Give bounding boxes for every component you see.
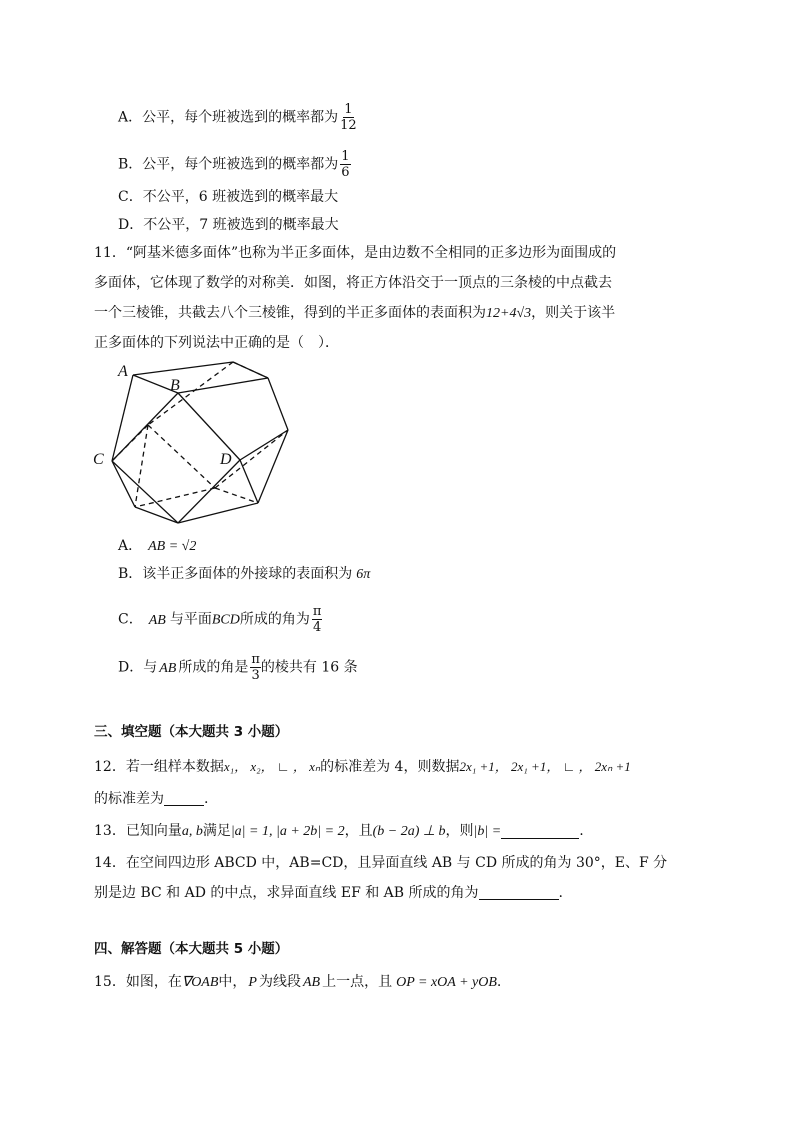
- q10-option-b: B．公平，每个班被选到的概率都为 $\frac{1}{6}$: [118, 149, 350, 180]
- q13-line: 13．已知向量a, b满足|a| = 1, |a + 2b| = 2，且(b − 2a) ⊥ b，则|b| = .: [94, 823, 584, 839]
- polyhedron-figure: [90, 355, 300, 530]
- q11-option-b: B．该半正多面体的外接球的表面积为 6π: [118, 566, 371, 582]
- q10-option-a: A．公平，每个班被选到的概率都为 $\frac{1}{12}$: [118, 102, 357, 133]
- section-4-heading: 四、解答题（本大题共 5 小题）: [94, 941, 289, 957]
- q11-line1: 11．“阿基米德多面体”也称为半正多面体，是由边数不全相同的正多边形为面围成的: [94, 245, 617, 261]
- q14-line2: 别是边 BC 和 AD 的中点，求异面直线 EF 和 AB 所成的角为 .: [94, 885, 563, 901]
- q15-line: 15．如图，在∇OAB中， P 为线段 AB 上一点，且 OP = xOA + yOB.: [94, 974, 502, 990]
- label-c: C: [93, 451, 104, 468]
- answer-blank[interactable]: [479, 899, 559, 900]
- q14-line1: 14．在空间四边形 ABCD 中，AB=CD，且异面直线 AB 与 CD 所成的角为 30°，E、F 分: [94, 855, 668, 871]
- fraction: $\frac{1}{6}$: [341, 149, 350, 180]
- q11-line2: 多面体，它体现了数学的对称美．如图，将正方体沿交于一顶点的三条棱的中点截去: [94, 275, 612, 291]
- q11-option-a: A． AB = √2: [118, 538, 197, 554]
- label-a: A: [118, 363, 128, 380]
- label-d: D: [220, 451, 232, 468]
- q11-line3: 一个三棱锥，共截去八个三棱锥，得到的半正多面体的表面积为12+4√3，则关于该半: [94, 305, 616, 321]
- q11-option-c: C． AB 与平面BCD所成的角为 $\frac{\pi}{4}$: [118, 604, 322, 635]
- section-3-heading: 三、填空题（本大题共 3 小题）: [94, 724, 289, 740]
- answer-blank[interactable]: [501, 838, 579, 839]
- fraction: $\frac{\pi}{4}$: [312, 604, 322, 635]
- answer-blank[interactable]: [164, 805, 204, 806]
- fraction: $\frac{1}{12}$: [340, 102, 357, 133]
- q10-option-d: D．不公平，7 班被选到的概率最大: [118, 217, 339, 233]
- q12-line1: 12．若一组样本数据x₁， x₂， ∟ ， xₙ的标准差为 4，则数据2x₁ +1， 2x₁ +1， ∟ ， 2xₙ +1: [94, 759, 631, 775]
- polyhedron-diagram: [90, 355, 300, 530]
- label-b: B: [170, 377, 180, 394]
- q10-option-c: C．不公平，6 班被选到的概率最大: [118, 189, 339, 205]
- q12-line2: 的标准差为 .: [94, 791, 209, 807]
- q11-option-d: D．与 AB 所成的角是 $\frac{\pi}{3}$ 的棱共有 16 条: [118, 652, 358, 683]
- fraction: $\frac{\pi}{3}$: [251, 652, 260, 683]
- q11-line4: 正多面体的下列说法中正确的是（ ）．: [94, 335, 339, 351]
